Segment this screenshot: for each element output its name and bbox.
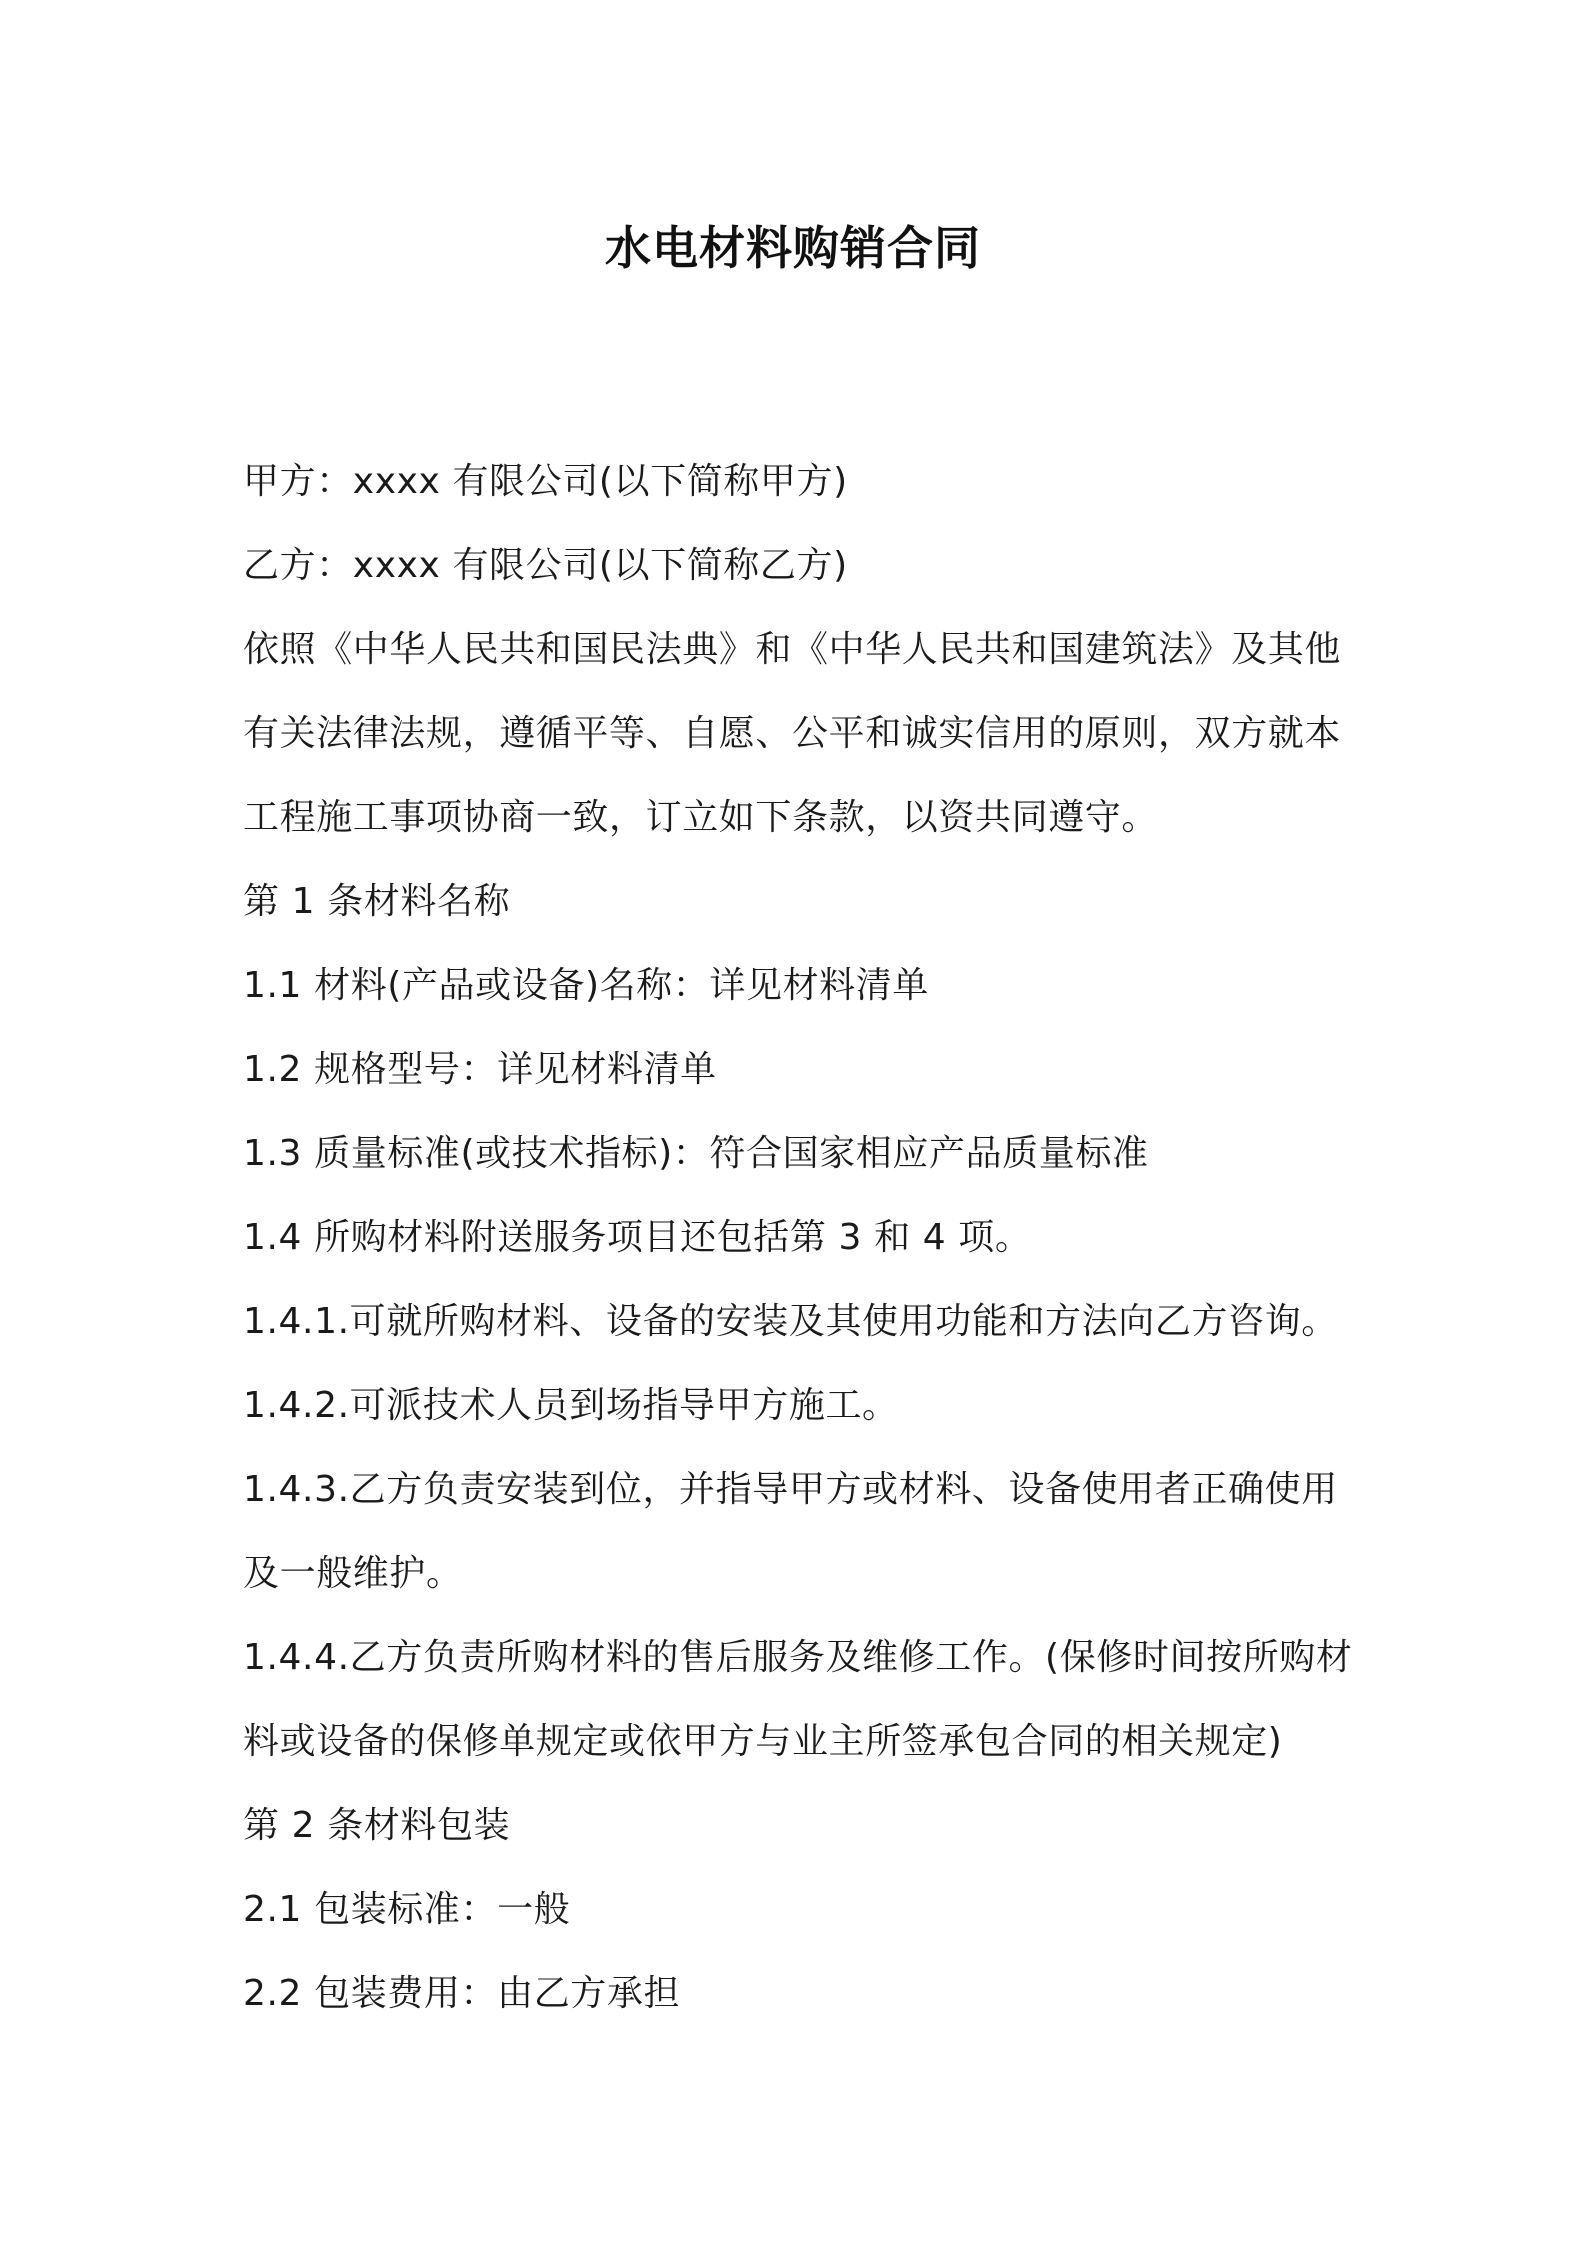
party-b-line: 乙方：xxxx 有限公司(以下简称乙方) [243, 545, 848, 586]
clause-1-4-3: 1.4.3.乙方负责安装到位，并指导甲方或材料、设备使用者正确使用及一般维护。 [243, 1469, 1338, 1594]
preamble-paragraph: 依照《中华人民共和国民法典》和《中华人民共和国建筑法》及其他有关法律法规，遵循平等、自愿、公平和诚实信用的原则，双方就本工程施工事项协商一致，订立如下条款，以资共同遵守。 [243, 629, 1342, 838]
clause-1-4-2: 1.4.2.可派技术人员到场指导甲方施工。 [243, 1385, 899, 1426]
clause-1-2: 1.2 规格型号：详见材料清单 [243, 1049, 717, 1090]
clause-1-4-1: 1.4.1.可就所购材料、设备的安装及其使用功能和方法向乙方咨询。 [243, 1301, 1338, 1342]
article-2-heading: 第 2 条材料包装 [243, 1805, 511, 1846]
clause-2-2: 2.2 包装费用：由乙方承担 [243, 1973, 681, 2014]
clause-2-1: 2.1 包装标准：一般 [243, 1889, 571, 1930]
clause-1-1: 1.1 材料(产品或设备)名称：详见材料清单 [243, 965, 929, 1006]
clause-1-4-4: 1.4.4.乙方负责所购材料的售后服务及维修工作。(保修时间按所购材料或设备的保修单规定或依甲方与业主所签承包合同的相关规定) [243, 1637, 1353, 1762]
document-title: 水电材料购销合同 [605, 221, 981, 275]
party-a-line: 甲方：xxxx 有限公司(以下简称甲方) [243, 461, 848, 502]
document-body [243, 440, 1363, 2036]
clause-1-4: 1.4 所购材料附送服务项目还包括第 3 和 4 项。 [243, 1217, 1032, 1258]
article-1-heading: 第 1 条材料名称 [243, 881, 511, 922]
clause-1-3: 1.3 质量标准(或技术指标)：符合国家相应产品质量标准 [243, 1133, 1149, 1174]
